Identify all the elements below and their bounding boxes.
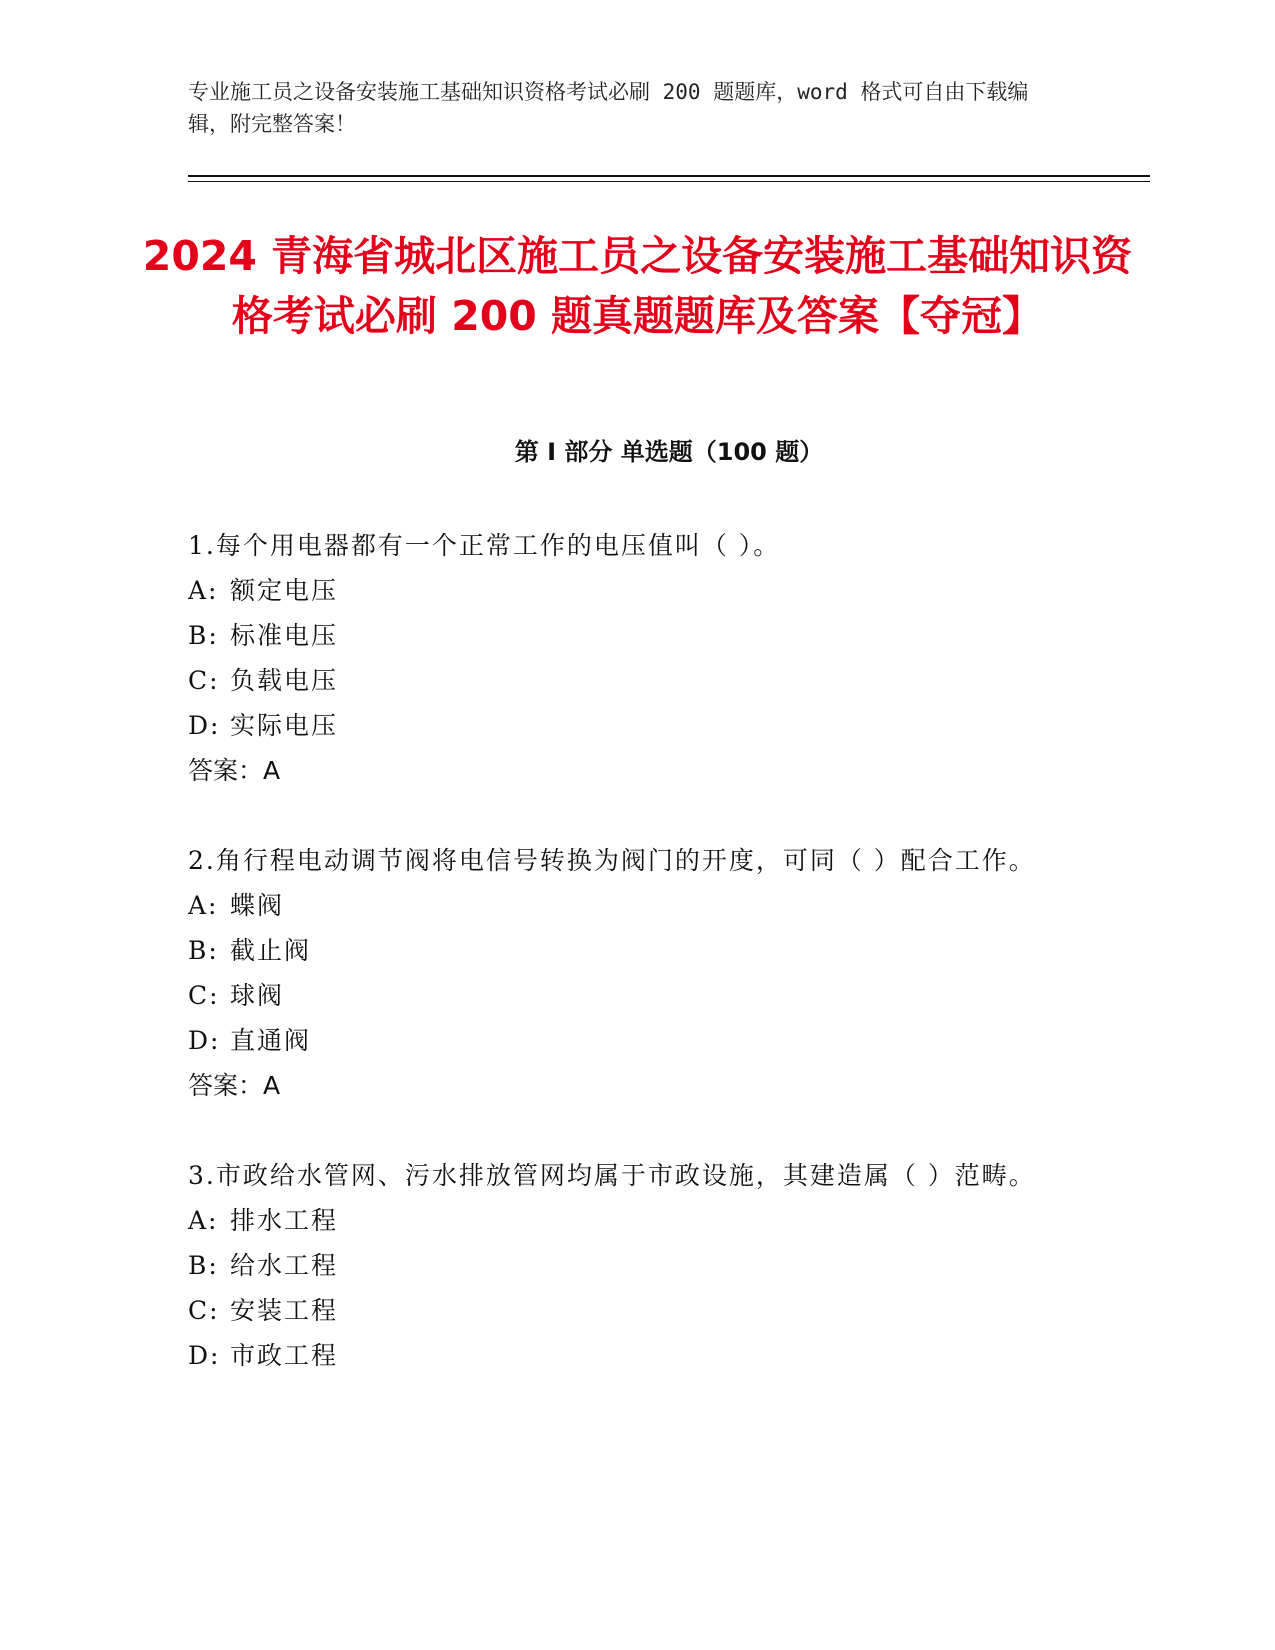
option-text: 安装工程: [230, 1296, 339, 1325]
option-letter: A:: [188, 576, 219, 605]
option-letter: D:: [188, 711, 221, 740]
option-letter: A:: [188, 891, 219, 920]
option-b: [188, 928, 1088, 973]
answer-line: 答案：A: [188, 756, 281, 785]
option-text: 负载电压: [230, 666, 339, 695]
option-text: 给水工程: [230, 1251, 339, 1280]
question-2: [188, 838, 1088, 1108]
option-letter: D:: [188, 1026, 221, 1055]
option-letter: C:: [188, 666, 220, 695]
option-letter: B:: [188, 936, 219, 965]
option-b: [188, 1243, 1088, 1288]
option-letter: B:: [188, 621, 219, 650]
section-title: 第 I 部分 单选题（100 题）: [514, 438, 824, 466]
option-c: [188, 973, 1088, 1018]
option-letter: D:: [188, 1341, 221, 1370]
option-text: 截止阀: [230, 936, 312, 965]
document-title: 2024 青海省城北区施工员之设备安装施工基础知识资格考试必刷 200 题真题题库及答案【夺冠】: [142, 232, 1133, 340]
question-stem: 2.角行程电动调节阀将电信号转换为阀门的开度，可同（ ）配合工作。: [188, 846, 1036, 875]
option-letter: A:: [188, 1206, 219, 1235]
option-letter: C:: [188, 1296, 220, 1325]
option-b: [188, 613, 1088, 658]
option-text: 实际电压: [230, 711, 339, 740]
option-c: [188, 658, 1088, 703]
question-stem: 1.每个用电器都有一个正常工作的电压值叫（ ）。: [188, 531, 781, 560]
option-text: 直通阀: [230, 1026, 312, 1055]
question-list: [188, 523, 1088, 1423]
question-3: [188, 1153, 1088, 1378]
option-text: 蝶阀: [230, 891, 285, 920]
option-d: [188, 1018, 1088, 1063]
question-stem: 3.市政给水管网、污水排放管网均属于市政设施，其建造属（ ）范畴。: [188, 1161, 1036, 1190]
header-divider-thin: [188, 181, 1150, 182]
answer-line: 答案：A: [188, 1071, 281, 1100]
option-letter: C:: [188, 981, 220, 1010]
option-c: [188, 1288, 1088, 1333]
option-d: [188, 703, 1088, 748]
option-a: [188, 1198, 1088, 1243]
header-intro: 专业施工员之设备安装施工基础知识资格考试必刷 200 题题库，word 格式可自由下载编辑，附完整答案！: [188, 80, 1029, 136]
option-text: 标准电压: [230, 621, 339, 650]
option-a: [188, 568, 1088, 613]
option-text: 额定电压: [230, 576, 339, 605]
option-d: [188, 1333, 1088, 1378]
header-divider-thick: [188, 175, 1150, 177]
option-text: 球阀: [230, 981, 285, 1010]
option-text: 排水工程: [230, 1206, 339, 1235]
option-a: [188, 883, 1088, 928]
option-letter: B:: [188, 1251, 219, 1280]
question-1: [188, 523, 1088, 793]
option-text: 市政工程: [230, 1341, 339, 1370]
